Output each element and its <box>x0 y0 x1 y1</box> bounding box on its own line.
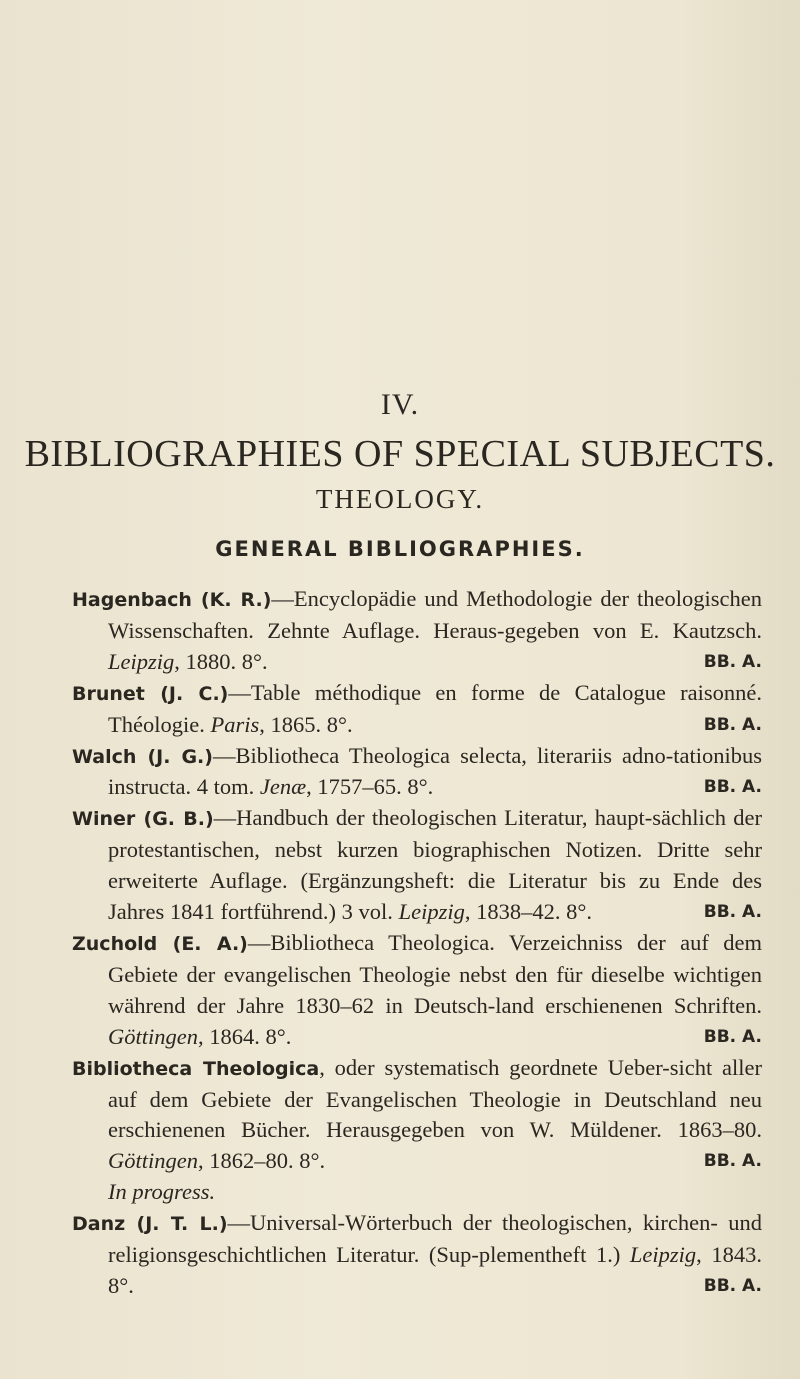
page-title: BIBLIOGRAPHIES OF SPECIAL SUBJECTS. <box>24 433 776 475</box>
bibliography-list <box>72 584 762 1302</box>
entry-place: Göttingen <box>108 1148 198 1174</box>
entry-author: Winer (G. B.) <box>72 808 214 831</box>
entry-text: —Encyclopädie und Methodologie der theologischen Wissenschaften. Zehnte Auflage. Heraus-gegeben von E. Kautzsch. <box>108 586 763 643</box>
bibliography-entry <box>72 584 762 678</box>
entry-place: Paris <box>210 711 260 737</box>
entry-text: —Universal-Wörterbuch der theologischen, kirchen- und religionsgeschichtlichen Literatur. (Sup-plementheft 1.) <box>108 1210 762 1268</box>
entry-imprint: , 1864. 8°. <box>198 1023 292 1049</box>
entry-shelfmark: BB. A. <box>703 1151 762 1172</box>
entry-place: Göttingen <box>108 1023 198 1049</box>
bibliography-entry <box>72 1208 762 1302</box>
entry-place: Leipzig <box>629 1242 697 1268</box>
bibliography-entry <box>72 803 762 928</box>
entry-imprint: , 1865. 8°. <box>259 711 353 737</box>
entry-text: —Bibliotheca Theologica selecta, literariis adno-tationibus instructa. 4 tom. <box>108 742 762 800</box>
entry-note: In progress. <box>108 1179 216 1205</box>
entry-place: Jenæ <box>259 774 307 800</box>
entry-shelfmark: BB. A. <box>703 714 762 735</box>
entry-imprint: , 1880. 8°. <box>174 648 268 674</box>
bibliography-entry <box>72 1053 762 1178</box>
entry-text: —Handbuch der theologischen Literatur, haupt-sächlich der protestantischen, nebst kurzen biographischen Notizen. Dritte sehr erweiterte Auflage. (Ergänzungsheft: die Literatur bis zu Ende des Jahres 1841 fortführend.) 3 vol. <box>108 805 762 925</box>
entry-shelfmark: BB. A. <box>703 1275 762 1296</box>
entry-imprint: , 1757–65. 8°. <box>306 774 434 800</box>
entry-place: Leipzig <box>108 648 175 674</box>
entry-author: Brunet (J. C.) <box>72 682 229 705</box>
entry-author: Hagenbach (K. R.) <box>72 589 272 611</box>
bibliography-entry <box>72 678 762 741</box>
subject-title: THEOLOGY. <box>315 484 485 514</box>
entry-text: —Bibliotheca Theologica. Verzeichniss der auf dem Gebiete der evangelischen Theologie nebst den für dieselbe wichtigen während der Jahre 1830–62 in Deutsch-land erschienenen Schriften. <box>108 929 762 1018</box>
bibliography-entry <box>72 928 762 1053</box>
entry-imprint: , 1838–42. 8°. <box>464 899 592 925</box>
section-subheading: GENERAL BIBLIOGRAPHIES. <box>215 537 585 561</box>
entry-shelfmark: BB. A. <box>703 651 762 672</box>
entry-imprint: , 1862–80. 8°. <box>198 1148 326 1174</box>
entry-author: Danz (J. T. L.) <box>72 1213 228 1236</box>
entry-shelfmark: BB. A. <box>703 902 762 923</box>
entry-shelfmark: BB. A. <box>703 777 762 798</box>
entry-text: , oder systematisch geordnete Ueber-sicht aller auf dem Gebiete der Evangelischen Theologie in Deutschland neu erschienenen Bücher. Herausgegeben von W. Müldener. 1863–80. <box>108 1054 762 1143</box>
entry-imprint: , 1843. 8°. <box>108 1242 762 1298</box>
entry-author: Walch (J. G.) <box>72 745 213 768</box>
entry-shelfmark: BB. A. <box>703 1026 762 1047</box>
entry-author: Zuchold (E. A.) <box>72 932 248 955</box>
bibliography-entry <box>72 741 762 804</box>
entry-place: Leipzig <box>398 899 465 925</box>
entry-author: Bibliotheca Theologica <box>72 1057 320 1080</box>
entry-text: —Table méthodique en forme de Catalogue raisonné. Théologie. <box>108 679 762 737</box>
section-number: IV. <box>380 388 420 421</box>
